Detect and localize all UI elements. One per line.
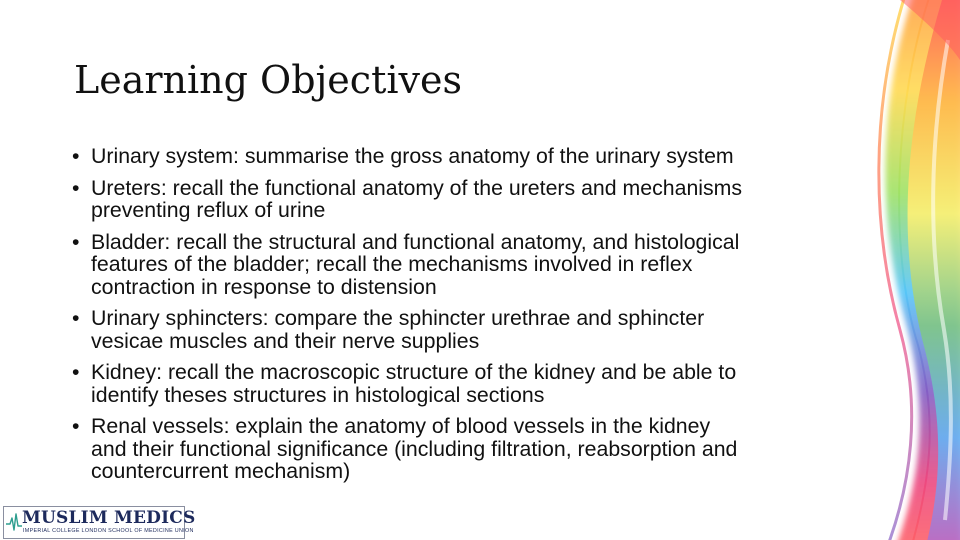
bullet-icon: • (72, 360, 80, 384)
bullet-line: Renal vessels: explain the anatomy of blood vessels in the kidney (91, 414, 711, 438)
objectives-list (72, 145, 892, 492)
ecg-heartbeat-icon (6, 510, 22, 536)
logo-subtitle: IMPERIAL COLLEGE LONDON SCHOOL OF MEDICINE UNION (23, 528, 194, 534)
muslim-medics-logo (3, 506, 196, 539)
slide-title: Learning Objectives (74, 58, 462, 102)
bullet-line: Ureters: recall the functional anatomy of the ureters and mechanisms (91, 175, 743, 200)
bullet-line: Urinary sphincters: compare the sphincter urethrae and sphincter (91, 306, 705, 330)
bullet-icon: • (72, 175, 80, 200)
bullet-line: Kidney: recall the macroscopic structure of the kidney and be able to (91, 360, 737, 384)
bullet-line: countercurrent mechanism) (91, 459, 351, 483)
list-item (72, 231, 892, 299)
bullet-line: and their functional significance (including filtration, reabsorption and (91, 436, 738, 461)
bullet-icon: • (72, 306, 80, 330)
bullet-icon: • (72, 414, 80, 438)
bullet-line: Bladder: recall the structural and functional anatomy, and histological (91, 229, 740, 254)
bullet-line: contraction in response to distension (91, 274, 437, 299)
bullet-icon: • (72, 229, 80, 254)
bullet-line: Urinary system: summarise the gross anatomy of the urinary system (91, 144, 734, 168)
bullet-line: features of the bladder; recall the mechanisms involved in reflex (91, 252, 693, 276)
list-item (72, 307, 892, 352)
list-item (72, 415, 892, 483)
list-item (72, 177, 892, 222)
bullet-icon: • (72, 144, 80, 168)
bullet-line: preventing reflux of urine (91, 198, 326, 222)
list-item (72, 145, 892, 168)
bullet-line: vesicae muscles and their nerve supplies (91, 328, 480, 353)
list-item (72, 361, 892, 406)
logo-name: MUSLIM MEDICS (22, 508, 196, 528)
bullet-line: identify theses structures in histological sections (91, 382, 545, 407)
